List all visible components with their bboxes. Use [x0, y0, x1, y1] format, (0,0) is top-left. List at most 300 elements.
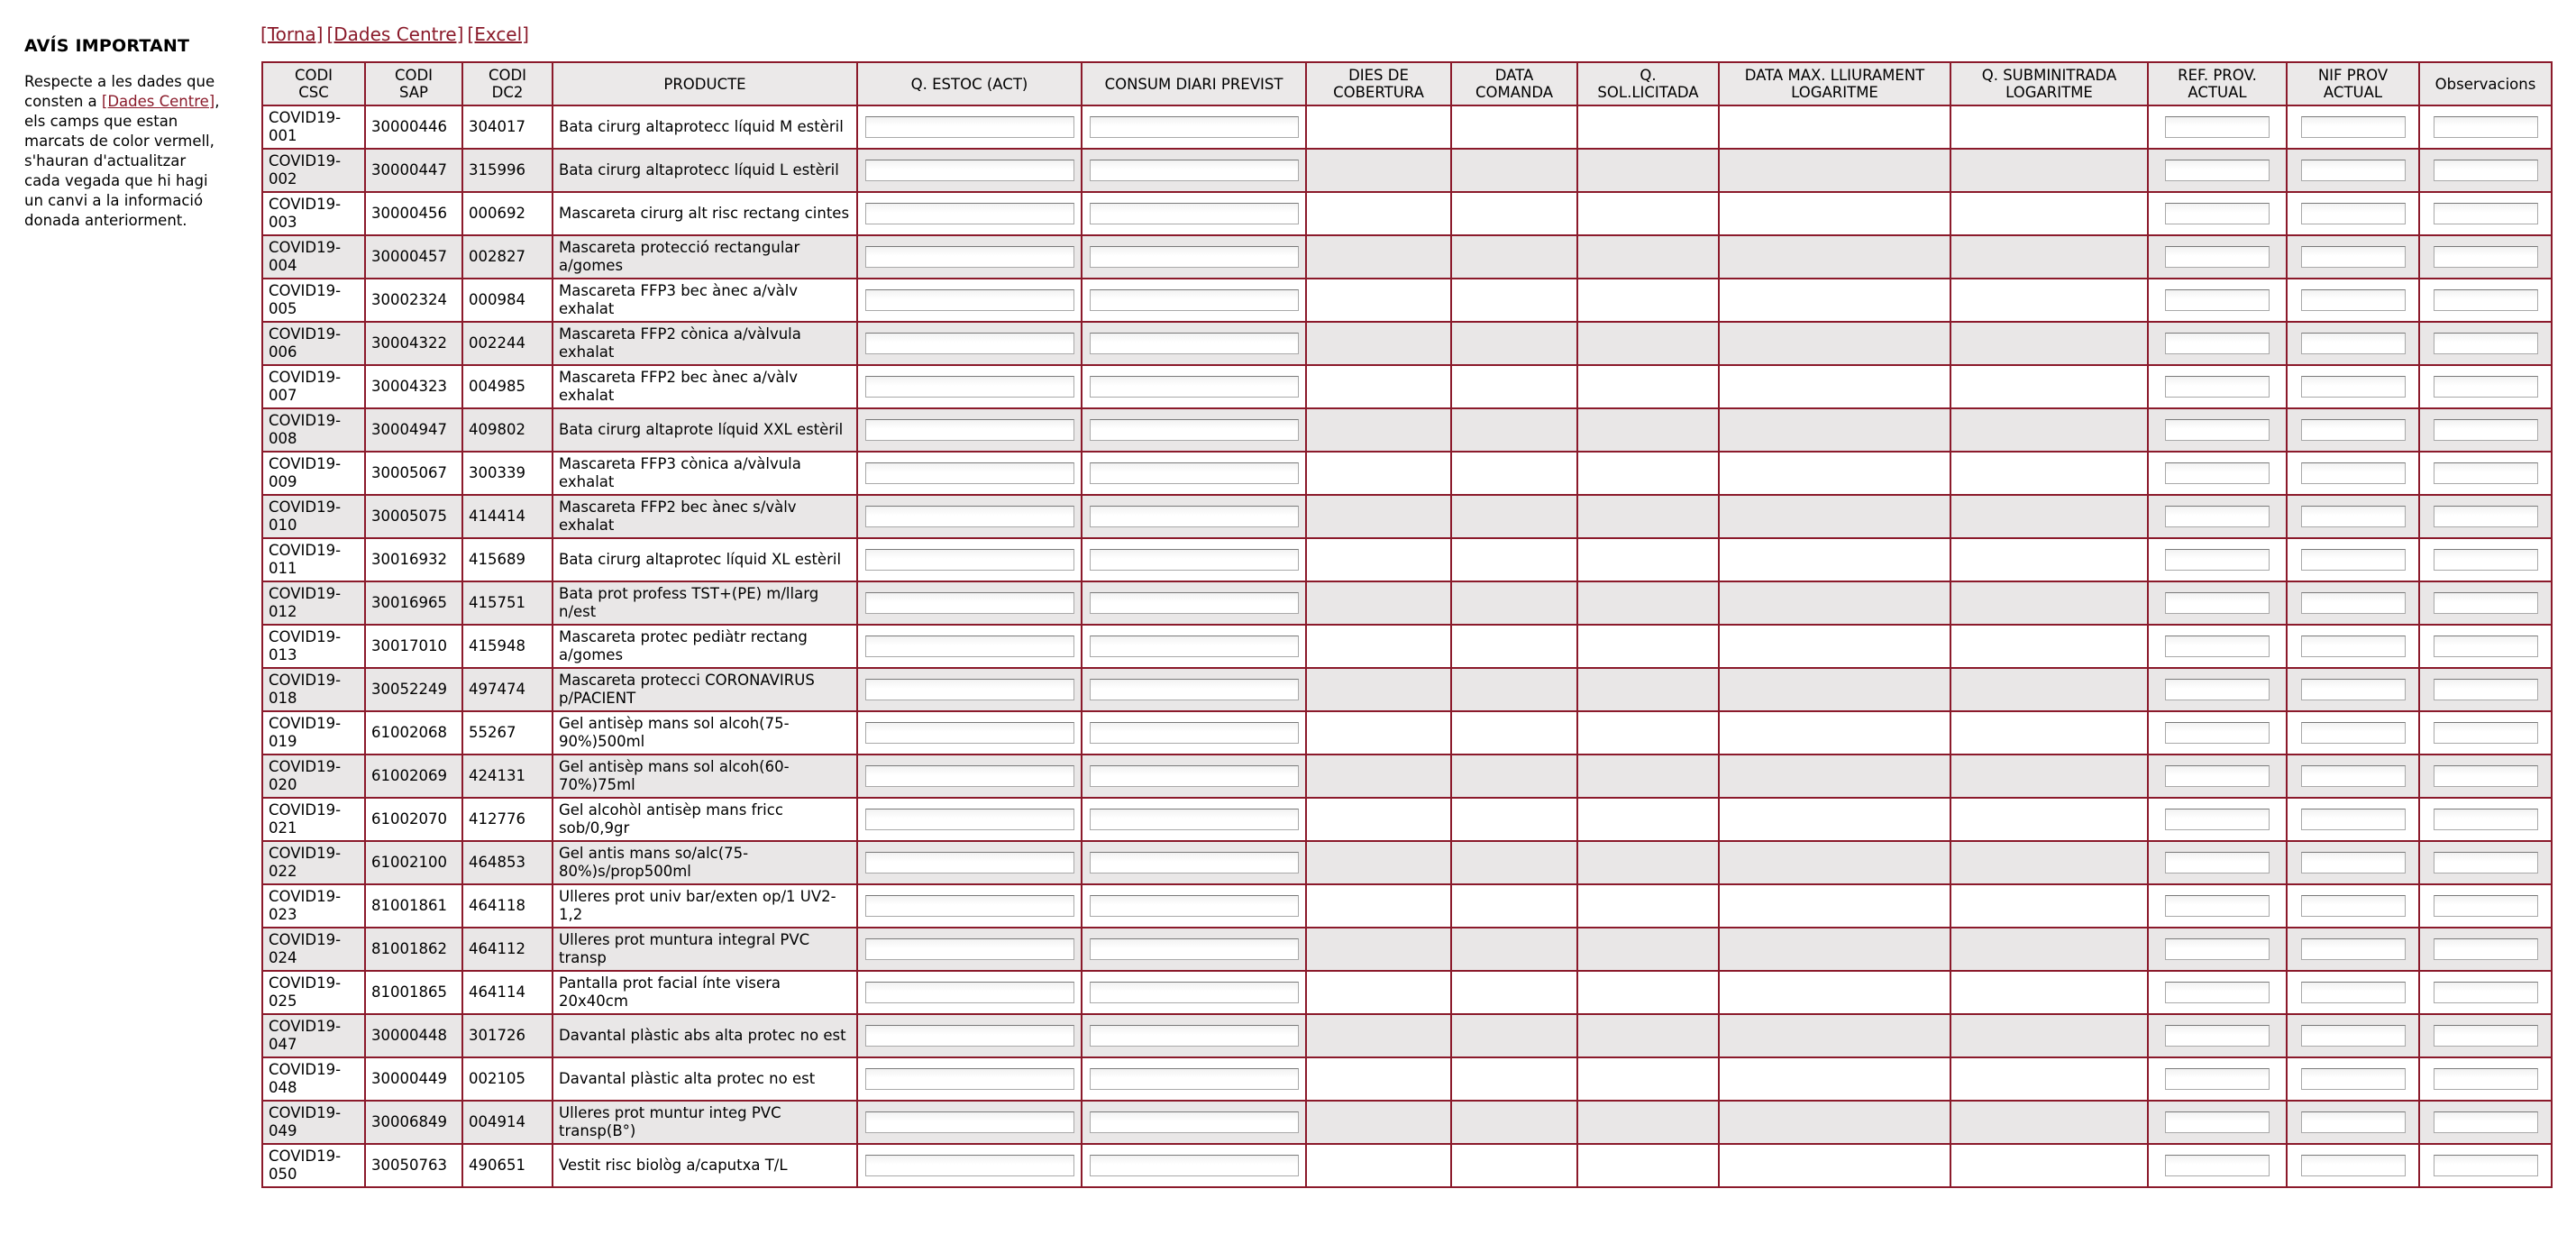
notice-text	[24, 72, 224, 231]
q-subministrada-cell	[1950, 235, 2148, 279]
q-estoc-input[interactable]	[865, 549, 1074, 571]
observacions-input[interactable]	[2434, 765, 2538, 787]
codi-dc2-cell: 304017	[462, 105, 553, 149]
consum-diari-input[interactable]	[1090, 246, 1299, 268]
consum-diari-input[interactable]	[1090, 376, 1299, 398]
q-estoc-cell	[857, 322, 1082, 365]
nif-prov-input[interactable]	[2301, 982, 2406, 1003]
q-solicitada-cell	[1577, 625, 1719, 668]
codi-dc2-cell: 004985	[462, 365, 553, 408]
q-solicitada-cell	[1577, 668, 1719, 711]
ref-prov-input[interactable]	[2165, 1111, 2270, 1133]
ref-prov-cell	[2148, 279, 2287, 322]
q-estoc-input[interactable]	[865, 506, 1074, 527]
producte-cell: Mascareta FFP2 bec ànec a/vàlv exhalat	[553, 365, 857, 408]
observacions-input[interactable]	[2434, 419, 2538, 441]
codi-sap-cell: 30000446	[365, 105, 462, 149]
q-estoc-cell	[857, 365, 1082, 408]
observacions-input[interactable]	[2434, 636, 2538, 657]
ref-prov-cell	[2148, 365, 2287, 408]
codi-csc-cell: COVID19-008	[262, 408, 365, 452]
nif-prov-cell	[2287, 841, 2419, 884]
dies-cobertura-cell	[1306, 668, 1451, 711]
consum-diari-cell	[1082, 495, 1306, 538]
q-subministrada-cell	[1950, 841, 2148, 884]
q-estoc-input[interactable]	[865, 679, 1074, 700]
q-estoc-cell	[857, 711, 1082, 755]
q-estoc-input[interactable]	[865, 1068, 1074, 1090]
table-row	[262, 711, 2552, 755]
codi-dc2-cell: 464853	[462, 841, 553, 884]
dies-cobertura-cell	[1306, 452, 1451, 495]
data-max-lliurament-cell	[1719, 235, 1950, 279]
torna-link[interactable]: [Torna]	[260, 23, 324, 45]
codi-dc2-cell: 490651	[462, 1144, 553, 1187]
header-codi-sap: CODI SAP	[365, 62, 462, 105]
ref-prov-input[interactable]	[2165, 376, 2270, 398]
q-solicitada-cell	[1577, 538, 1719, 581]
table-row	[262, 581, 2552, 625]
dades-centre-inline-link[interactable]: [Dades Centre]	[101, 93, 215, 110]
consum-diari-input[interactable]	[1090, 419, 1299, 441]
observacions-input[interactable]	[2434, 160, 2538, 181]
consum-diari-cell	[1082, 625, 1306, 668]
consum-diari-input[interactable]	[1090, 938, 1299, 960]
codi-sap-cell: 81001862	[365, 928, 462, 971]
observacions-input[interactable]	[2434, 1111, 2538, 1133]
consum-diari-input[interactable]	[1090, 809, 1299, 830]
nif-prov-input[interactable]	[2301, 246, 2406, 268]
ref-prov-input[interactable]	[2165, 809, 2270, 830]
data-comanda-cell	[1451, 538, 1577, 581]
q-subministrada-cell	[1950, 495, 2148, 538]
observacions-input[interactable]	[2434, 289, 2538, 311]
q-estoc-input[interactable]	[865, 376, 1074, 398]
observacions-input[interactable]	[2434, 1025, 2538, 1047]
q-subministrada-cell	[1950, 798, 2148, 841]
q-estoc-cell	[857, 798, 1082, 841]
dies-cobertura-cell	[1306, 365, 1451, 408]
codi-dc2-cell: 464112	[462, 928, 553, 971]
header-observacions: Observacions	[2419, 62, 2552, 105]
data-comanda-cell	[1451, 322, 1577, 365]
q-estoc-input[interactable]	[865, 333, 1074, 354]
q-estoc-input[interactable]	[865, 592, 1074, 614]
data-max-lliurament-cell	[1719, 322, 1950, 365]
codi-sap-cell: 30017010	[365, 625, 462, 668]
observacions-cell	[2419, 322, 2552, 365]
observacions-cell	[2419, 1101, 2552, 1144]
consum-diari-input[interactable]	[1090, 765, 1299, 787]
observacions-cell	[2419, 192, 2552, 235]
observacions-input[interactable]	[2434, 246, 2538, 268]
observacions-cell	[2419, 581, 2552, 625]
nif-prov-cell	[2287, 1144, 2419, 1187]
q-solicitada-cell	[1577, 711, 1719, 755]
ref-prov-input[interactable]	[2165, 506, 2270, 527]
consum-diari-input[interactable]	[1090, 636, 1299, 657]
nif-prov-cell	[2287, 971, 2419, 1014]
observacions-input[interactable]	[2434, 722, 2538, 744]
observacions-cell	[2419, 884, 2552, 928]
observacions-input[interactable]	[2434, 1068, 2538, 1090]
nif-prov-cell	[2287, 495, 2419, 538]
consum-diari-input[interactable]	[1090, 852, 1299, 873]
producte-cell: Ulleres prot muntura integral PVC transp	[553, 928, 857, 971]
q-subministrada-cell	[1950, 928, 2148, 971]
codi-dc2-cell: 315996	[462, 149, 553, 192]
nif-prov-input[interactable]	[2301, 765, 2406, 787]
ref-prov-input[interactable]	[2165, 1025, 2270, 1047]
codi-sap-cell: 30050763	[365, 1144, 462, 1187]
codi-csc-cell: COVID19-024	[262, 928, 365, 971]
q-estoc-input[interactable]	[865, 636, 1074, 657]
nif-prov-input[interactable]	[2301, 160, 2406, 181]
header-codi-dc2: CODI DC2	[462, 62, 553, 105]
ref-prov-cell	[2148, 1101, 2287, 1144]
q-estoc-input[interactable]	[865, 1025, 1074, 1047]
consum-diari-input[interactable]	[1090, 982, 1299, 1003]
producte-cell: Ulleres prot univ bar/exten op/1 UV2-1,2	[553, 884, 857, 928]
q-solicitada-cell	[1577, 495, 1719, 538]
codi-csc-cell: COVID19-020	[262, 755, 365, 798]
ref-prov-cell	[2148, 668, 2287, 711]
observacions-input[interactable]	[2434, 1155, 2538, 1176]
table-row	[262, 495, 2552, 538]
nif-prov-input[interactable]	[2301, 679, 2406, 700]
codi-sap-cell: 61002070	[365, 798, 462, 841]
q-solicitada-cell	[1577, 408, 1719, 452]
dies-cobertura-cell	[1306, 884, 1451, 928]
nif-prov-input[interactable]	[2301, 852, 2406, 873]
consum-diari-cell	[1082, 235, 1306, 279]
q-solicitada-cell	[1577, 1014, 1719, 1057]
observacions-input[interactable]	[2434, 376, 2538, 398]
dies-cobertura-cell	[1306, 755, 1451, 798]
producte-cell: Bata cirurg altaprote líquid XXL estèril	[553, 408, 857, 452]
ref-prov-input[interactable]	[2165, 1068, 2270, 1090]
consum-diari-cell	[1082, 971, 1306, 1014]
codi-sap-cell: 30005067	[365, 452, 462, 495]
producte-cell: Gel alcohòl antisèp mans fricc sob/0,9gr	[553, 798, 857, 841]
q-solicitada-cell	[1577, 1101, 1719, 1144]
nif-prov-input[interactable]	[2301, 938, 2406, 960]
q-subministrada-cell	[1950, 408, 2148, 452]
nif-prov-input[interactable]	[2301, 333, 2406, 354]
dies-cobertura-cell	[1306, 711, 1451, 755]
dies-cobertura-cell	[1306, 1057, 1451, 1101]
data-comanda-cell	[1451, 755, 1577, 798]
nif-prov-input[interactable]	[2301, 116, 2406, 138]
data-comanda-cell	[1451, 1101, 1577, 1144]
codi-sap-cell: 30004947	[365, 408, 462, 452]
observacions-input[interactable]	[2434, 462, 2538, 484]
ref-prov-input[interactable]	[2165, 333, 2270, 354]
nif-prov-input[interactable]	[2301, 549, 2406, 571]
ref-prov-input[interactable]	[2165, 938, 2270, 960]
observacions-input[interactable]	[2434, 982, 2538, 1003]
consum-diari-input[interactable]	[1090, 289, 1299, 311]
ref-prov-cell	[2148, 452, 2287, 495]
observacions-input[interactable]	[2434, 592, 2538, 614]
table-row	[262, 149, 2552, 192]
table-row	[262, 538, 2552, 581]
notice-text-before: Respecte a les dades que consten a	[24, 73, 215, 110]
ref-prov-input[interactable]	[2165, 982, 2270, 1003]
q-subministrada-cell	[1950, 971, 2148, 1014]
consum-diari-cell	[1082, 711, 1306, 755]
nif-prov-input[interactable]	[2301, 289, 2406, 311]
q-estoc-input[interactable]	[865, 1155, 1074, 1176]
observacions-cell	[2419, 928, 2552, 971]
observacions-cell	[2419, 798, 2552, 841]
producte-cell: Mascareta protecci CORONAVIRUS p/PACIENT	[553, 668, 857, 711]
consum-diari-cell	[1082, 798, 1306, 841]
q-solicitada-cell	[1577, 149, 1719, 192]
observacions-input[interactable]	[2434, 809, 2538, 830]
ref-prov-input[interactable]	[2165, 116, 2270, 138]
ref-prov-input[interactable]	[2165, 462, 2270, 484]
q-estoc-input[interactable]	[865, 160, 1074, 181]
producte-cell: Davantal plàstic alta protec no est	[553, 1057, 857, 1101]
excel-link[interactable]: [Excel]	[467, 23, 529, 45]
dies-cobertura-cell	[1306, 928, 1451, 971]
consum-diari-input[interactable]	[1090, 203, 1299, 224]
q-estoc-cell	[857, 495, 1082, 538]
header-consum-diari: CONSUM DIARI PREVIST	[1082, 62, 1306, 105]
nif-prov-cell	[2287, 711, 2419, 755]
nif-prov-cell	[2287, 408, 2419, 452]
ref-prov-input[interactable]	[2165, 419, 2270, 441]
q-estoc-input[interactable]	[865, 852, 1074, 873]
q-estoc-input[interactable]	[865, 722, 1074, 744]
nif-prov-input[interactable]	[2301, 636, 2406, 657]
nif-prov-cell	[2287, 625, 2419, 668]
observacions-input[interactable]	[2434, 333, 2538, 354]
table-row	[262, 668, 2552, 711]
consum-diari-input[interactable]	[1090, 333, 1299, 354]
dies-cobertura-cell	[1306, 1144, 1451, 1187]
table-row	[262, 1101, 2552, 1144]
ref-prov-cell	[2148, 1144, 2287, 1187]
codi-csc-cell: COVID19-011	[262, 538, 365, 581]
dies-cobertura-cell	[1306, 192, 1451, 235]
codi-sap-cell: 61002069	[365, 755, 462, 798]
nif-prov-input[interactable]	[2301, 592, 2406, 614]
table-body	[262, 105, 2552, 1187]
ref-prov-input[interactable]	[2165, 592, 2270, 614]
q-subministrada-cell	[1950, 581, 2148, 625]
data-max-lliurament-cell	[1719, 581, 1950, 625]
producte-cell: Bata cirurg altaprotec líquid XL estèril	[553, 538, 857, 581]
codi-csc-cell: COVID19-007	[262, 365, 365, 408]
data-comanda-cell	[1451, 928, 1577, 971]
data-max-lliurament-cell	[1719, 365, 1950, 408]
data-comanda-cell	[1451, 192, 1577, 235]
q-estoc-input[interactable]	[865, 895, 1074, 917]
stock-table	[261, 61, 2553, 1188]
q-estoc-cell	[857, 1144, 1082, 1187]
observacions-cell	[2419, 755, 2552, 798]
data-comanda-cell	[1451, 105, 1577, 149]
q-estoc-input[interactable]	[865, 462, 1074, 484]
ref-prov-input[interactable]	[2165, 679, 2270, 700]
ref-prov-cell	[2148, 798, 2287, 841]
ref-prov-input[interactable]	[2165, 289, 2270, 311]
observacions-input[interactable]	[2434, 895, 2538, 917]
q-estoc-input[interactable]	[865, 938, 1074, 960]
nif-prov-input[interactable]	[2301, 809, 2406, 830]
observacions-input[interactable]	[2434, 203, 2538, 224]
consum-diari-input[interactable]	[1090, 462, 1299, 484]
q-subministrada-cell	[1950, 1014, 2148, 1057]
header-ref-prov: REF. PROV. ACTUAL	[2148, 62, 2287, 105]
dies-cobertura-cell	[1306, 279, 1451, 322]
q-estoc-input[interactable]	[865, 246, 1074, 268]
nif-prov-cell	[2287, 798, 2419, 841]
data-comanda-cell	[1451, 149, 1577, 192]
consum-diari-cell	[1082, 408, 1306, 452]
codi-csc-cell: COVID19-010	[262, 495, 365, 538]
data-max-lliurament-cell	[1719, 1101, 1950, 1144]
ref-prov-input[interactable]	[2165, 203, 2270, 224]
codi-sap-cell: 30052249	[365, 668, 462, 711]
data-max-lliurament-cell	[1719, 192, 1950, 235]
nif-prov-input[interactable]	[2301, 419, 2406, 441]
nif-prov-input[interactable]	[2301, 376, 2406, 398]
observacions-input[interactable]	[2434, 549, 2538, 571]
observacions-input[interactable]	[2434, 116, 2538, 138]
q-estoc-input[interactable]	[865, 809, 1074, 830]
q-estoc-cell	[857, 971, 1082, 1014]
q-estoc-cell	[857, 884, 1082, 928]
table-row	[262, 884, 2552, 928]
consum-diari-input[interactable]	[1090, 592, 1299, 614]
codi-csc-cell: COVID19-012	[262, 581, 365, 625]
observacions-cell	[2419, 971, 2552, 1014]
codi-sap-cell: 30002324	[365, 279, 462, 322]
codi-sap-cell: 30000457	[365, 235, 462, 279]
consum-diari-input[interactable]	[1090, 895, 1299, 917]
observacions-input[interactable]	[2434, 506, 2538, 527]
ref-prov-input[interactable]	[2165, 636, 2270, 657]
consum-diari-cell	[1082, 1101, 1306, 1144]
observacions-cell	[2419, 1057, 2552, 1101]
observacions-input[interactable]	[2434, 679, 2538, 700]
nif-prov-input[interactable]	[2301, 722, 2406, 744]
codi-csc-cell: COVID19-022	[262, 841, 365, 884]
dies-cobertura-cell	[1306, 798, 1451, 841]
observacions-input[interactable]	[2434, 938, 2538, 960]
producte-cell: Pantalla prot facial ínte visera 20x40cm	[553, 971, 857, 1014]
consum-diari-input[interactable]	[1090, 722, 1299, 744]
ref-prov-cell	[2148, 928, 2287, 971]
dies-cobertura-cell	[1306, 538, 1451, 581]
codi-dc2-cell: 301726	[462, 1014, 553, 1057]
q-solicitada-cell	[1577, 1144, 1719, 1187]
q-estoc-input[interactable]	[865, 116, 1074, 138]
nif-prov-input[interactable]	[2301, 506, 2406, 527]
producte-cell: Mascareta protecció rectangular a/gomes	[553, 235, 857, 279]
codi-dc2-cell: 464114	[462, 971, 553, 1014]
dies-cobertura-cell	[1306, 149, 1451, 192]
ref-prov-input[interactable]	[2165, 1155, 2270, 1176]
data-max-lliurament-cell	[1719, 105, 1950, 149]
header-dies-cobertura: DIES DE COBERTURA	[1306, 62, 1451, 105]
q-solicitada-cell	[1577, 365, 1719, 408]
ref-prov-input[interactable]	[2165, 246, 2270, 268]
q-solicitada-cell	[1577, 192, 1719, 235]
q-subministrada-cell	[1950, 755, 2148, 798]
codi-dc2-cell: 002105	[462, 1057, 553, 1101]
table-row	[262, 1057, 2552, 1101]
nif-prov-input[interactable]	[2301, 1068, 2406, 1090]
q-subministrada-cell	[1950, 365, 2148, 408]
nif-prov-cell	[2287, 884, 2419, 928]
consum-diari-input[interactable]	[1090, 679, 1299, 700]
codi-csc-cell: COVID19-023	[262, 884, 365, 928]
consum-diari-input[interactable]	[1090, 1155, 1299, 1176]
codi-dc2-cell: 424131	[462, 755, 553, 798]
q-estoc-cell	[857, 452, 1082, 495]
q-estoc-input[interactable]	[865, 765, 1074, 787]
nif-prov-input[interactable]	[2301, 895, 2406, 917]
ref-prov-cell	[2148, 1057, 2287, 1101]
consum-diari-input[interactable]	[1090, 549, 1299, 571]
ref-prov-cell	[2148, 755, 2287, 798]
ref-prov-input[interactable]	[2165, 160, 2270, 181]
consum-diari-input[interactable]	[1090, 116, 1299, 138]
ref-prov-input[interactable]	[2165, 765, 2270, 787]
q-estoc-input[interactable]	[865, 982, 1074, 1003]
ref-prov-input[interactable]	[2165, 549, 2270, 571]
consum-diari-input[interactable]	[1090, 160, 1299, 181]
data-comanda-cell	[1451, 798, 1577, 841]
observacions-cell	[2419, 625, 2552, 668]
q-estoc-input[interactable]	[865, 289, 1074, 311]
table-row	[262, 798, 2552, 841]
dades-centre-link[interactable]: [Dades Centre]	[326, 23, 464, 45]
data-max-lliurament-cell	[1719, 971, 1950, 1014]
nif-prov-input[interactable]	[2301, 1025, 2406, 1047]
nif-prov-input[interactable]	[2301, 1155, 2406, 1176]
data-max-lliurament-cell	[1719, 279, 1950, 322]
codi-dc2-cell: 497474	[462, 668, 553, 711]
ref-prov-input[interactable]	[2165, 722, 2270, 744]
codi-csc-cell: COVID19-050	[262, 1144, 365, 1187]
observacions-input[interactable]	[2434, 852, 2538, 873]
data-max-lliurament-cell	[1719, 928, 1950, 971]
observacions-cell	[2419, 235, 2552, 279]
ref-prov-input[interactable]	[2165, 895, 2270, 917]
ref-prov-input[interactable]	[2165, 852, 2270, 873]
nif-prov-input[interactable]	[2301, 462, 2406, 484]
consum-diari-input[interactable]	[1090, 506, 1299, 527]
nif-prov-input[interactable]	[2301, 203, 2406, 224]
observacions-cell	[2419, 495, 2552, 538]
q-estoc-input[interactable]	[865, 1111, 1074, 1133]
data-max-lliurament-cell	[1719, 495, 1950, 538]
q-solicitada-cell	[1577, 841, 1719, 884]
data-max-lliurament-cell	[1719, 538, 1950, 581]
consum-diari-input[interactable]	[1090, 1025, 1299, 1047]
q-estoc-input[interactable]	[865, 419, 1074, 441]
nif-prov-input[interactable]	[2301, 1111, 2406, 1133]
consum-diari-cell	[1082, 452, 1306, 495]
consum-diari-input[interactable]	[1090, 1068, 1299, 1090]
consum-diari-input[interactable]	[1090, 1111, 1299, 1133]
q-estoc-input[interactable]	[865, 203, 1074, 224]
